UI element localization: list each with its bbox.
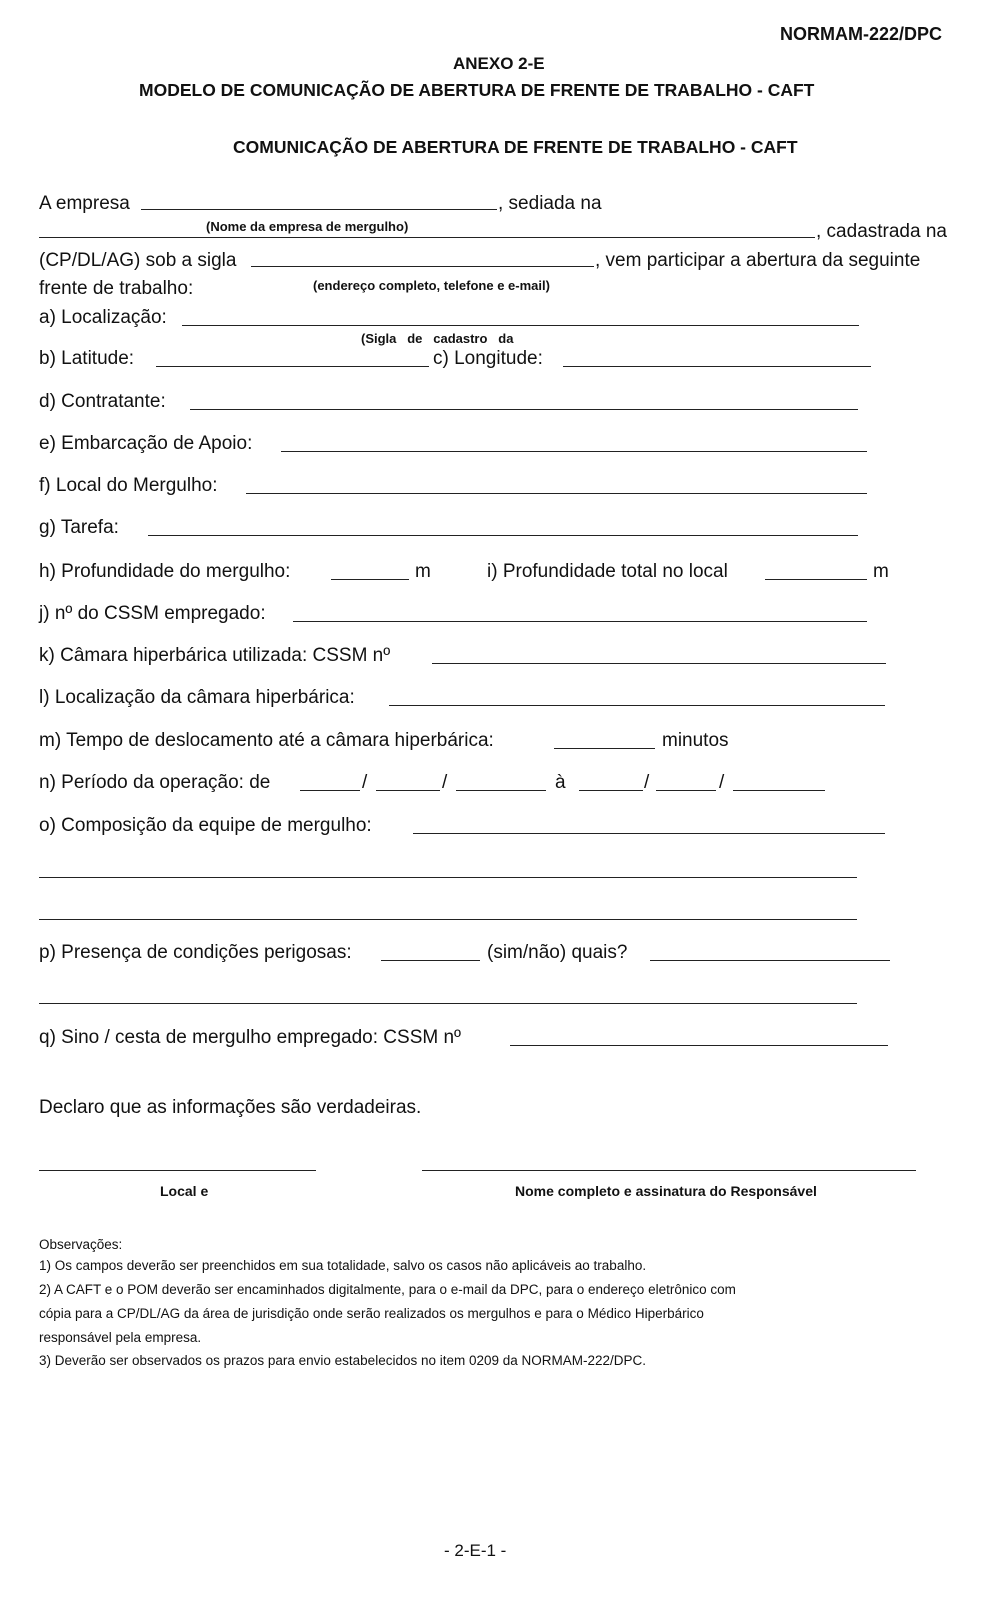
field-m-label: m) Tempo de deslocamento até a câmara hiperbárica:	[39, 730, 494, 751]
longitude-field[interactable]	[563, 366, 871, 367]
model-title: MODELO DE COMUNICAÇÃO DE ABERTURA DE FRENTE DE TRABALHO - CAFT	[139, 80, 815, 100]
field-i-label: i) Profundidade total no local	[487, 561, 728, 582]
hazard-yes-no-field[interactable]	[381, 960, 480, 961]
field-k-label: k) Câmara hiperbárica utilizada: CSSM nº	[39, 645, 391, 666]
start-year-field[interactable]	[456, 790, 546, 791]
start-month-field[interactable]	[376, 790, 440, 791]
latitude-field[interactable]	[156, 366, 429, 367]
date-separator: /	[719, 772, 725, 793]
contractor-field[interactable]	[190, 409, 858, 410]
date-separator: /	[442, 772, 448, 793]
participates-text: , vem participar a abertura da seguinte	[595, 250, 921, 271]
field-d-label: d) Contratante:	[39, 391, 166, 412]
hazard-which-text: (sim/não) quais?	[487, 942, 628, 963]
end-day-field[interactable]	[579, 790, 643, 791]
team-composition-line-3[interactable]	[39, 919, 857, 920]
observation-3: 3) Deverão ser observados os prazos para envio estabelecidos no item 0209 da NORMAM-222/DPC.	[39, 1353, 647, 1368]
team-composition-field[interactable]	[413, 833, 885, 834]
acronym-field[interactable]	[251, 266, 594, 267]
page-number: - 2-E-1 -	[444, 1541, 507, 1560]
field-j-label: j) nº do CSSM empregado:	[39, 603, 266, 624]
observation-2-line-2: cópia para a CP/DL/AG da área de jurisdição onde serão realizados os mergulhos e para o Médico Hiperbárico	[39, 1306, 704, 1321]
field-o-label: o) Composição da equipe de mergulho:	[39, 815, 372, 836]
field-a-label: a) Localização:	[39, 307, 167, 328]
hazard-description-field[interactable]	[650, 960, 890, 961]
task-field[interactable]	[148, 535, 858, 536]
observations-title: Observações:	[39, 1237, 123, 1252]
chamber-location-field[interactable]	[389, 705, 885, 706]
end-month-field[interactable]	[656, 790, 716, 791]
registered-in-text: , cadastrada na	[816, 221, 947, 242]
date-separator: /	[644, 772, 650, 793]
field-l-label: l) Localização da câmara hiperbárica:	[39, 687, 355, 708]
field-e-label: e) Embarcação de Apoio:	[39, 433, 253, 454]
work-front-text: frente de trabalho:	[39, 278, 194, 299]
field-b-label: b) Latitude:	[39, 348, 135, 369]
total-depth-field[interactable]	[765, 579, 867, 580]
team-composition-line-2[interactable]	[39, 877, 857, 878]
acronym-prefix: (CP/DL/AG) sob a sigla	[39, 250, 237, 271]
place-date-field[interactable]	[39, 1170, 316, 1171]
seated-in-text: , sediada na	[498, 193, 602, 214]
field-q-label: q) Sino / cesta de mergulho empregado: CSSM nº	[39, 1027, 461, 1048]
bell-cssm-field[interactable]	[510, 1045, 888, 1046]
date-separator: /	[362, 772, 368, 793]
hyperbaric-chamber-field[interactable]	[432, 663, 886, 664]
doc-code: NORMAM-222/DPC	[780, 24, 943, 44]
period-to-text: à	[555, 772, 566, 793]
end-year-field[interactable]	[733, 790, 825, 791]
place-label: Local e	[160, 1183, 209, 1199]
dive-depth-unit: m	[415, 561, 431, 582]
hazard-description-line-2[interactable]	[39, 1003, 857, 1004]
signature-field[interactable]	[422, 1170, 916, 1171]
field-c-label: c) Longitude:	[433, 348, 543, 369]
declaration-text: Declaro que as informações são verdadeiras.	[39, 1097, 422, 1118]
total-depth-unit: m	[873, 561, 889, 582]
company-name-hint: (Nome da empresa de mergulho)	[206, 219, 409, 234]
support-vessel-field[interactable]	[281, 451, 867, 452]
observation-1: 1) Os campos deverão ser preenchidos em sua totalidade, salvo os casos não aplicáveis ao trabalho.	[39, 1258, 647, 1273]
form-title: COMUNICAÇÃO DE ABERTURA DE FRENTE DE TRABALHO - CAFT	[233, 137, 798, 157]
address-hint: (endereço completo, telefone e e-mail)	[313, 278, 550, 293]
dive-depth-field[interactable]	[331, 579, 409, 580]
company-name-field[interactable]	[141, 209, 497, 210]
field-h-label: h) Profundidade do mergulho:	[39, 561, 291, 582]
address-field[interactable]	[39, 237, 815, 238]
observation-2-line-3: responsável pela empresa.	[39, 1330, 202, 1345]
travel-time-field[interactable]	[554, 748, 655, 749]
travel-time-unit: minutos	[662, 730, 729, 751]
company-prefix: A empresa	[39, 193, 130, 214]
field-f-label: f) Local do Mergulho:	[39, 475, 218, 496]
field-p-label: p) Presença de condições perigosas:	[39, 942, 352, 963]
name-signature-label: Nome completo e assinatura do Responsável	[515, 1183, 817, 1199]
field-n-label: n) Período da operação: de	[39, 772, 271, 793]
cssm-number-field[interactable]	[293, 621, 867, 622]
location-field[interactable]	[182, 325, 859, 326]
acronym-hint: (Sigla de cadastro da	[361, 331, 514, 346]
observation-2-line-1: 2) A CAFT e o POM deverão ser encaminhados digitalmente, para o e-mail da DPC, para o endereço eletrônico com	[39, 1282, 736, 1297]
start-day-field[interactable]	[300, 790, 360, 791]
annex-title: ANEXO 2-E	[453, 54, 545, 73]
field-g-label: g) Tarefa:	[39, 517, 119, 538]
dive-site-field[interactable]	[246, 493, 867, 494]
